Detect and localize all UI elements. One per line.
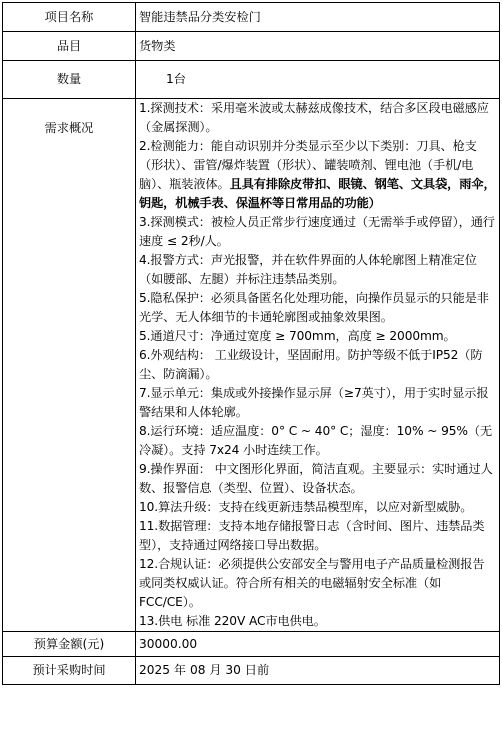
requirement-item: 2.检测能力：能自动识别并分类显示至少以下类别：刀具、枪支（形状）、雷管/爆炸装置（形状）、罐装喷剂、锂电池（手机/电脑）、瓶装液体。且具有排除皮带扣、眼镜、钢笔、文具袋，雨伞，钥匙，机械手表、保温杯等日常用品的功能） [139, 139, 496, 210]
requirement-item: 4.报警方式：声光报警，并在软件界面的人体轮廓图上精准定位（如腰部、左腿）并标注违禁品类别。 [139, 253, 477, 286]
requirement-item: 3.探测模式：被检人员正常步行速度通过（无需举手或停留），通行速度 ≤ 2秒/人。 [139, 215, 495, 248]
table-row-quantity [3, 61, 500, 99]
requirement-item: 10.算法升级：支持在线更新违禁品模型库，以应对新型威胁。 [139, 500, 473, 514]
table-row-budget [3, 632, 500, 657]
requirement-item: 5.隐私保护：必须具备匿名化处理功能，向操作员显示的只能是非光学、无人体细节的卡通轮廓图或抽象效果图。 [139, 291, 489, 324]
item-type-label: 品目 [3, 32, 136, 61]
table-row-project-name [3, 3, 500, 32]
requirement-item: 5.通道尺寸：净通过宽度 ≥ 700mm，高度 ≥ 2000mm。 [139, 329, 456, 343]
procurement-requirements-table [2, 2, 500, 685]
project-name-value: 智能违禁品分类安检门 [136, 3, 500, 32]
planned-date-label: 预计采购时间 [3, 657, 136, 685]
requirement-item: 1.探测技术：采用毫米波或太赫兹成像技术，结合多区段电磁感应（金属探测）。 [139, 101, 489, 134]
requirement-item: 13.供电 标准 220V AC市电供电。 [139, 614, 326, 628]
table-row-requirements [3, 99, 500, 632]
requirement-bold-text: 且具有排除皮带扣、眼镜、钢笔、文具袋，雨伞，钥匙，机械手表、保温杯等日常用品的功能） [139, 177, 496, 210]
procurement-table-container [2, 2, 499, 685]
requirement-item: 7.显示单元：集成或外接操作显示屏（≥7英寸），用于实时显示报警结果和人体轮廓。 [139, 386, 489, 419]
budget-label: 预算金额(元) [3, 632, 136, 657]
quantity-label: 数量 [3, 61, 136, 99]
requirement-item: 12.合规认证：必须提供公安部安全与警用电子产品质量检测报告或同类权威认证。符合所有相关的电磁辐射安全标准（如FCC/CE）。 [139, 557, 485, 609]
requirement-item: 6.外观结构： 工业级设计，坚固耐用。防护等级不低于IP52（防尘、防滴漏）。 [139, 348, 483, 381]
requirement-item: 11.数据管理：支持本地存储报警日志（含时间、图片、违禁品类型），支持通过网络接口导出数据。 [139, 519, 485, 552]
budget-value: 30000.00 [136, 632, 500, 657]
quantity-value: 1台 [136, 61, 500, 99]
requirements-content [136, 99, 500, 632]
item-type-value: 货物类 [136, 32, 500, 61]
requirement-item: 8.运行环境：适应温度：0° C ~ 40° C；湿度：10% ~ 95%（无冷凝）。支持 7x24 小时连续工作。 [139, 424, 493, 457]
planned-date-value: 2025 年 08 月 30 日前 [136, 657, 500, 685]
requirement-item: 9.操作界面： 中文图形化界面，简洁直观。主要显示：实时通过人数、报警信息（类型、位置）、设备状态。 [139, 462, 493, 495]
project-name-label: 项目名称 [3, 3, 136, 32]
table-row-planned-date [3, 657, 500, 685]
requirements-label: 需求概况 [3, 99, 136, 632]
table-row-item-type [3, 32, 500, 61]
